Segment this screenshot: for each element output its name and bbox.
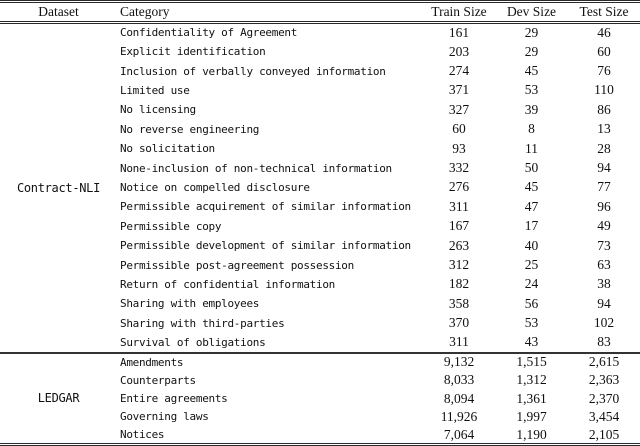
dev-size-cell: 53 [524, 82, 539, 98]
test-size-cell: 46 [597, 24, 611, 40]
category-cell: Permissible copy [120, 219, 222, 233]
dev-size-cell: 17 [524, 218, 539, 234]
test-size-cell: 86 [597, 101, 611, 117]
train-size-cell: 276 [448, 179, 470, 195]
category-cell: Limited use [120, 83, 190, 97]
dev-size-cell: 1,312 [516, 372, 547, 388]
train-size-cell: 327 [448, 101, 470, 117]
train-size-cell: 311 [449, 334, 469, 350]
test-size-cell: 3,454 [588, 408, 620, 424]
test-size-cell: 2,363 [588, 372, 620, 388]
table-row [0, 353, 640, 371]
dev-size-cell: 40 [524, 237, 539, 253]
dev-size-cell: 53 [524, 315, 539, 331]
category-cell: No licensing [120, 103, 196, 117]
dev-size-cell: 11 [525, 140, 538, 156]
dev-size-cell: 45 [524, 63, 539, 79]
column-header-category: Category [120, 4, 170, 19]
test-size-cell: 38 [597, 276, 611, 292]
category-cell: Governing laws [120, 410, 209, 424]
test-size-cell: 63 [597, 257, 611, 273]
train-size-cell: 358 [448, 295, 470, 311]
dev-size-cell: 43 [524, 334, 539, 350]
category-cell: None-inclusion of non-technical information [120, 161, 392, 175]
train-size-cell: 182 [448, 276, 470, 292]
column-header-dataset: Dataset [38, 4, 79, 19]
category-cell: Inclusion of verbally conveyed information [120, 64, 386, 78]
dataset-label: Contract-NLI [16, 180, 101, 195]
dev-size-cell: 29 [524, 43, 539, 59]
dev-size-cell: 24 [524, 276, 539, 292]
dataset-label: LEDGAR [37, 391, 80, 406]
train-size-cell: 7,064 [443, 426, 475, 442]
dev-size-cell: 56 [524, 295, 539, 311]
dev-size-cell: 8 [528, 121, 535, 137]
column-header-dev-size: Dev Size [506, 4, 557, 19]
test-size-cell: 110 [594, 82, 614, 98]
category-cell: Sharing with third-parties [120, 316, 285, 330]
test-size-cell: 13 [597, 121, 611, 137]
category-cell: Permissible development of similar information [120, 239, 411, 253]
column-header-test-size: Test Size [579, 4, 629, 19]
dev-size-cell: 1,190 [516, 426, 547, 442]
train-size-cell: 9,132 [443, 354, 475, 370]
category-cell: Permissible post-agreement possession [120, 258, 354, 272]
test-size-cell: 2,615 [588, 354, 620, 370]
train-size-cell: 311 [449, 198, 469, 214]
header-row [0, 2, 640, 23]
table-row [0, 23, 640, 42]
dev-size-cell: 39 [524, 101, 539, 117]
train-size-cell: 60 [452, 121, 466, 137]
category-cell: No solicitation [120, 142, 215, 156]
category-cell: Return of confidential information [120, 277, 335, 291]
category-cell: Permissible acquirement of similar information [120, 200, 411, 214]
test-size-cell: 102 [593, 315, 615, 331]
dev-size-cell: 1,997 [516, 408, 547, 424]
train-size-cell: 371 [448, 82, 470, 98]
category-cell: Confidentiality of Agreement [120, 26, 298, 40]
train-size-cell: 161 [448, 24, 470, 40]
dev-size-cell: 1,361 [516, 390, 547, 406]
test-size-cell: 2,105 [588, 426, 620, 442]
train-size-cell: 263 [448, 237, 470, 253]
train-size-cell: 167 [448, 218, 470, 234]
category-cell: Counterparts [120, 373, 196, 387]
category-cell: Notice on compelled disclosure [120, 180, 310, 194]
dev-size-cell: 45 [524, 179, 539, 195]
train-size-cell: 11,926 [440, 408, 478, 424]
test-size-cell: 83 [597, 334, 611, 350]
dev-size-cell: 47 [524, 198, 539, 214]
category-cell: Explicit identification [120, 45, 266, 59]
train-size-cell: 93 [452, 140, 466, 156]
dev-size-cell: 1,515 [516, 354, 547, 370]
test-size-cell: 73 [597, 237, 611, 253]
section-ledgar [0, 353, 640, 445]
column-header-train-size: Train Size [431, 4, 487, 19]
test-size-cell: 94 [597, 295, 611, 311]
test-size-cell: 60 [597, 43, 611, 59]
category-cell: Survival of obligations [120, 335, 266, 349]
dev-size-cell: 50 [524, 160, 539, 176]
category-cell: No reverse engineering [120, 122, 260, 136]
section-contract-nli [0, 23, 640, 353]
test-size-cell: 77 [597, 179, 611, 195]
category-cell: Notices [120, 428, 165, 442]
dev-size-cell: 25 [524, 257, 539, 273]
category-cell: Amendments [120, 355, 184, 369]
category-cell: Entire agreements [120, 392, 228, 405]
test-size-cell: 94 [597, 160, 611, 176]
train-size-cell: 312 [448, 257, 470, 273]
test-size-cell: 28 [597, 140, 611, 156]
dev-size-cell: 29 [524, 24, 539, 40]
train-size-cell: 8,033 [443, 372, 475, 388]
table-header [0, 2, 640, 23]
test-size-cell: 76 [597, 63, 611, 79]
train-size-cell: 8,094 [443, 390, 475, 406]
test-size-cell: 96 [597, 198, 611, 214]
train-size-cell: 332 [448, 160, 470, 176]
train-size-cell: 203 [448, 43, 470, 59]
test-size-cell: 49 [597, 218, 611, 234]
test-size-cell: 2,370 [588, 390, 620, 406]
train-size-cell: 274 [448, 63, 470, 79]
category-cell: Sharing with employees [120, 297, 260, 311]
train-size-cell: 370 [448, 315, 470, 331]
